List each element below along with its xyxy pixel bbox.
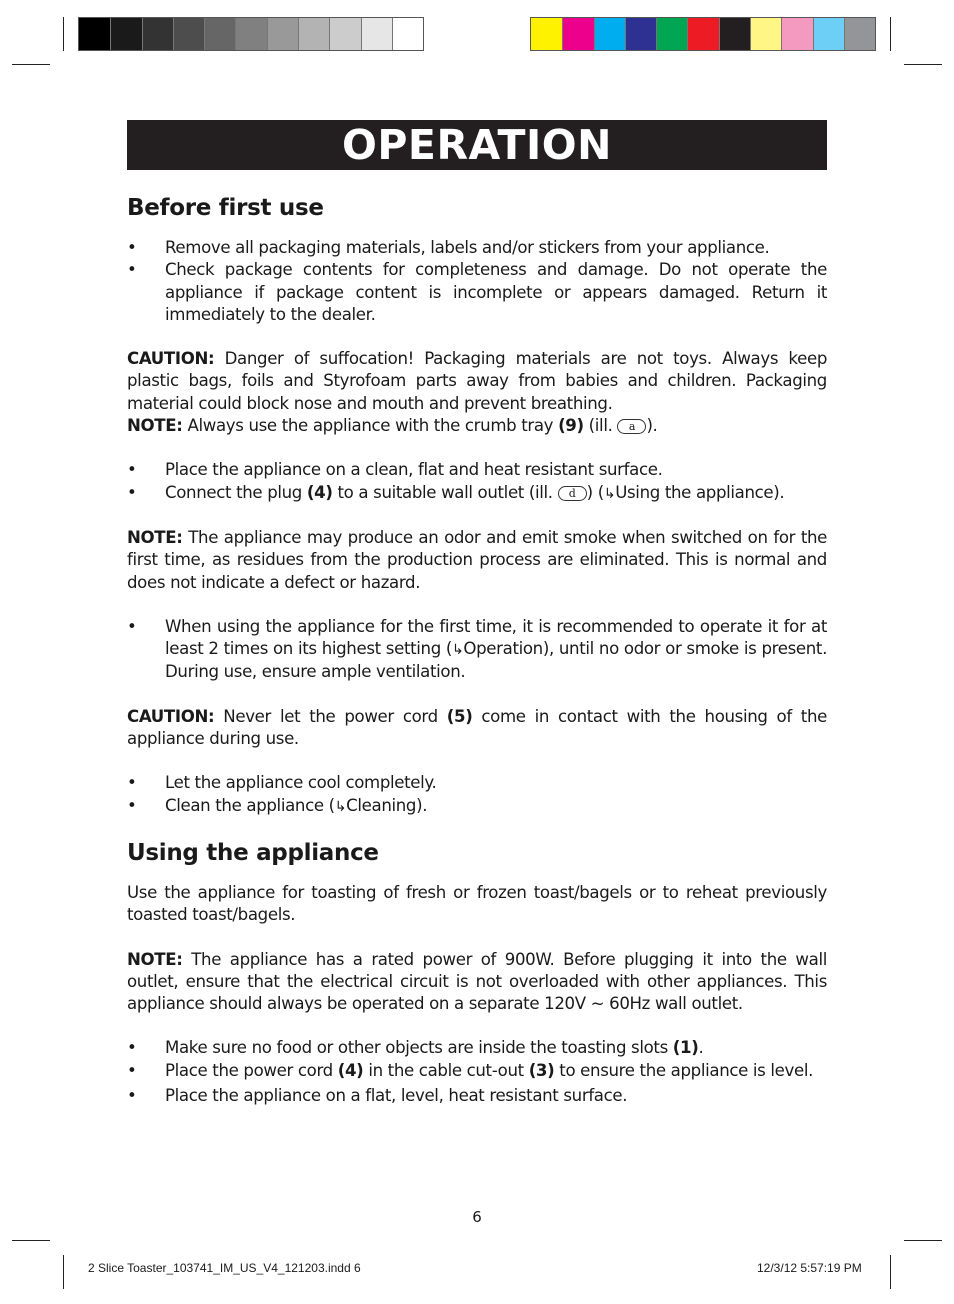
caution-paragraph: CAUTION: Danger of suffocation! Packaging materials are not toys. Always keep plastic bags, foils and Styrofoam parts away from babies and children. Packaging material could block nose and mouth and prevent breathing. xyxy=(127,349,827,413)
note-paragraph: NOTE: The appliance has a rated power of 900W. Before plugging it into the wall outlet, ensure that the electrical circuit is not overloaded with other appliances. This appliance should always be operated on a separate 120V ~ 60Hz wall outlet. xyxy=(127,949,827,1014)
crop-mark xyxy=(904,1240,942,1241)
bullet-list xyxy=(127,772,827,818)
color-swatch xyxy=(298,18,329,50)
color-swatch xyxy=(594,18,625,50)
list-item: • Let the appliance cool completely. xyxy=(127,772,827,794)
color-swatch xyxy=(531,18,562,50)
section-banner: OPERATION xyxy=(127,120,827,170)
caution-label: CAUTION: xyxy=(127,706,215,726)
list-item: • Place the appliance on a clean, flat and heat resistant surface. xyxy=(127,459,827,481)
list-item: • Place the power cord (4) in the cable cut-out (3) to ensure the appliance is level. xyxy=(127,1060,827,1082)
color-swatch xyxy=(844,18,875,50)
color-swatch xyxy=(142,18,173,50)
page-number: 6 xyxy=(472,1208,482,1226)
list-item: • Make sure no food or other objects are inside the toasting slots (1). xyxy=(127,1037,827,1059)
crop-mark xyxy=(63,17,64,51)
illustration-ref-icon: a xyxy=(617,419,646,434)
cross-reference-arrow-icon: ↳ xyxy=(334,798,347,815)
color-swatch xyxy=(719,18,750,50)
illustration-ref-icon: d xyxy=(558,486,587,501)
note-label: NOTE: xyxy=(127,949,183,969)
color-swatch xyxy=(235,18,266,50)
crop-mark xyxy=(904,64,942,65)
cross-reference-arrow-icon: ↳ xyxy=(603,485,616,502)
list-item: • Check package contents for completeness and damage. Do not operate the appliance if package content is incomplete or appears damaged. Return it immediately to the dealer. xyxy=(127,259,827,326)
color-swatch xyxy=(329,18,360,50)
list-item: • When using the appliance for the first time, it is recommended to operate it for at least 2 times on its highest setting (↳Operation), until no odor or smoke is present. During use, ensure ample ventilation. xyxy=(127,616,827,684)
intro-paragraph: Use the appliance for toasting of fresh or frozen toast/bagels or to reheat previously toasted toast/bagels. xyxy=(127,882,827,925)
note-label: NOTE: xyxy=(127,416,183,436)
color-swatch xyxy=(173,18,204,50)
color-swatch xyxy=(361,18,392,50)
list-item: • Connect the plug (4) to a suitable wall outlet (ill. d ) (↳Using the appliance). xyxy=(127,482,827,505)
caution-label: CAUTION: xyxy=(127,349,215,369)
crop-mark xyxy=(63,1255,64,1289)
main-content xyxy=(127,193,827,1107)
footer-filename: 2 Slice Toaster_103741_IM_US_V4_121203.indd 6 xyxy=(88,1261,361,1275)
caution-paragraph: CAUTION: Never let the power cord (5) come in contact with the housing of the appliance during use. xyxy=(127,706,827,749)
grayscale-registration-bar xyxy=(78,17,424,51)
list-item: • Clean the appliance (↳Cleaning). xyxy=(127,795,827,818)
crop-mark xyxy=(890,17,891,51)
color-swatch xyxy=(267,18,298,50)
crop-mark xyxy=(12,64,50,65)
bullet-list xyxy=(127,459,827,505)
color-swatch xyxy=(562,18,593,50)
footer-timestamp: 12/3/12 5:57:19 PM xyxy=(757,1261,862,1275)
note-paragraph: NOTE: Always use the appliance with the crumb tray (9) (ill. a ). xyxy=(127,416,658,436)
bullet-list xyxy=(127,1037,827,1107)
note-paragraph: NOTE: The appliance may produce an odor and emit smoke when switched on for the first time, as residues from the production process are eliminated. This is normal and does not indicate a defect or hazard. xyxy=(127,527,827,592)
color-swatch xyxy=(813,18,844,50)
color-registration-bar xyxy=(530,17,876,51)
color-swatch xyxy=(750,18,781,50)
color-swatch xyxy=(687,18,718,50)
color-swatch xyxy=(204,18,235,50)
crop-mark xyxy=(12,1240,50,1241)
crop-mark xyxy=(890,1255,891,1289)
color-swatch xyxy=(392,18,423,50)
color-swatch xyxy=(656,18,687,50)
list-item: • Place the appliance on a flat, level, heat resistant surface. xyxy=(127,1085,827,1107)
list-item: • Remove all packaging materials, labels and/or stickers from your appliance. xyxy=(127,237,827,259)
color-swatch xyxy=(110,18,141,50)
cross-reference-arrow-icon: ↳ xyxy=(452,642,464,659)
color-swatch xyxy=(781,18,812,50)
bullet-list xyxy=(127,616,827,684)
color-swatch xyxy=(79,18,110,50)
bullet-list xyxy=(127,237,827,326)
heading-before-first-use: Before first use xyxy=(127,195,324,221)
note-label: NOTE: xyxy=(127,527,183,547)
color-swatch xyxy=(625,18,656,50)
heading-using-the-appliance: Using the appliance xyxy=(127,839,379,866)
